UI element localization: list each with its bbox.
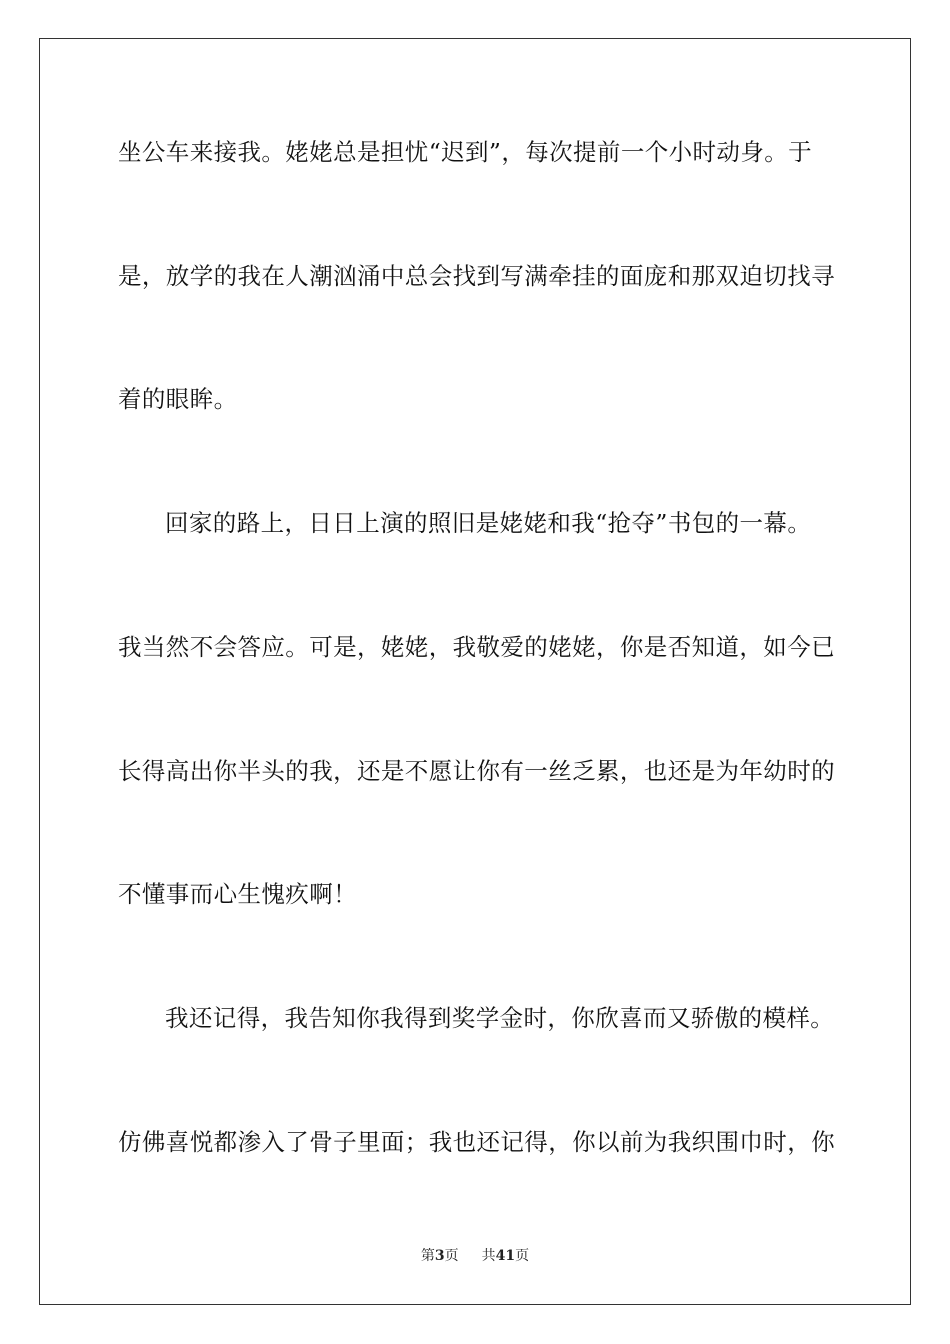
text-line-8: 我还记得，我告知你我得到奖学金时，你欣喜而又骄傲的模样。	[165, 1004, 835, 1032]
page-suffix: 页	[444, 1248, 459, 1264]
text-line-6: 长得高出你半头的我，还是不愿让你有一丝乏累，也还是为年幼时的	[118, 757, 835, 785]
page-prefix: 第	[420, 1248, 435, 1264]
page-number: 3	[434, 1248, 445, 1264]
page-footer	[0, 1247, 950, 1265]
total-suffix: 页	[515, 1248, 530, 1264]
text-line-2: 是，放学的我在人潮汹涌中总会找到写满牵挂的面庞和那双迫切找寻	[118, 262, 835, 290]
total-pages: 41	[495, 1248, 516, 1264]
total-prefix: 共	[481, 1248, 496, 1264]
text-line-9: 仿佛喜悦都渗入了骨子里面；我也还记得，你以前为我织围巾时，你	[118, 1128, 835, 1156]
text-line-3: 着的眼眸。	[118, 385, 238, 413]
text-line-7: 不懂事而心生愧疚啊！	[118, 880, 357, 908]
text-line-5: 我当然不会答应。可是，姥姥，我敬爱的姥姥，你是否知道，如今已	[118, 633, 835, 661]
text-line-4: 回家的路上，日日上演的照旧是姥姥和我“抢夺”书包的一幕。	[165, 509, 812, 537]
page-border	[39, 38, 911, 1305]
text-line-1: 坐公车来接我。姥姥总是担忧“迟到”，每次提前一个小时动身。于	[118, 138, 813, 166]
